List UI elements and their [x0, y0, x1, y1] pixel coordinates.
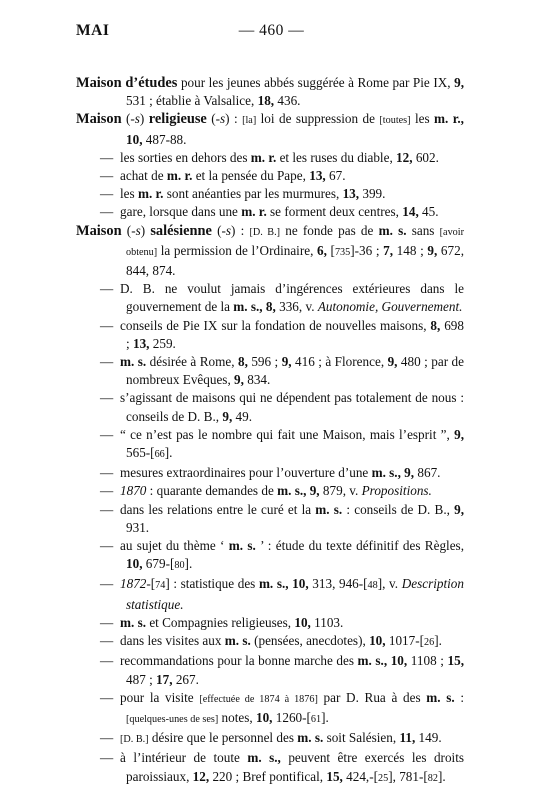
entry-text-segment: 45.: [418, 204, 439, 220]
entry-text-segment: 7,: [383, 242, 394, 258]
entry-text-segment: ]-36 ;: [350, 242, 384, 258]
entry-text-segment: les: [120, 186, 138, 202]
subentry-dash: —: [100, 204, 114, 220]
entry-text-segment: m. s.: [228, 538, 256, 554]
entry-text-segment: pour les jeunes abbés suggérée à Rome par Pie IX,: [177, 75, 455, 90]
entry-text-segment: 74: [155, 580, 166, 592]
subentry-dash: —: [100, 483, 114, 499]
entry-text-segment: désirée à Rome,: [146, 354, 238, 370]
entry-text-segment: et la pensée du Pape,: [192, 168, 310, 184]
entry-text-segment: 596 ;: [247, 354, 282, 370]
entry-text-segment: 9,: [454, 501, 464, 517]
index-subentry: [76, 614, 464, 632]
index-subentry: [76, 632, 464, 652]
index-subentry: [76, 482, 464, 500]
entry-text-segment: pour la visite: [120, 689, 200, 705]
entry-text-segment: 602.: [412, 149, 439, 165]
entry-text-segment: 313, 946-[: [308, 576, 368, 592]
index-subentry: [76, 464, 464, 482]
entry-text-segment: 679-[: [142, 556, 175, 572]
entry-text-segment: 12,: [192, 768, 210, 784]
entry-text-segment: 9,: [281, 354, 292, 370]
subentry-dash: —: [100, 750, 114, 766]
entry-text-segment: mesures extraordinaires pour l’ouverture d’une: [120, 465, 372, 481]
entry-text-segment: [D. B.]: [249, 226, 281, 238]
entry-text-segment: 10,: [255, 709, 273, 725]
index-entries: [76, 74, 464, 788]
subentry-dash: —: [100, 281, 114, 297]
entry-text-segment: -s: [215, 111, 226, 127]
entry-text-segment: 48: [367, 580, 378, 592]
subentry-dash: —: [100, 354, 114, 370]
entry-text-segment: à l’intérieur de toute: [120, 750, 248, 766]
entry-text-segment: (pensées, anecdotes),: [250, 633, 370, 649]
entry-text-segment: 9,: [454, 75, 464, 90]
entry-text-segment: Maison: [76, 222, 122, 239]
entry-text-segment: 66: [154, 449, 165, 461]
entry-text-segment: m. s.,: [247, 750, 281, 766]
entry-text-segment: Description statistique.: [126, 576, 464, 612]
entry-text-segment: 931.: [126, 519, 150, 535]
entry-text-segment: 14,: [402, 204, 419, 220]
entry-text-segment: ) :: [231, 222, 250, 238]
entry-text-segment: conseils de Pie IX sur la fondation de nouvelles maisons,: [120, 317, 431, 333]
entry-text-segment: [effectuée de 1874 à 1876]: [199, 693, 318, 705]
entry-text-segment: Maison: [76, 111, 122, 128]
subentry-dash: —: [100, 653, 114, 669]
entry-text-segment: 1108 ;: [407, 653, 448, 669]
entry-text-segment: -s: [130, 111, 140, 127]
entry-text-segment: 11,: [399, 730, 416, 746]
entry-text-segment: 67.: [325, 168, 346, 184]
subentry-dash: —: [100, 168, 114, 184]
entry-text-segment: 9,: [387, 354, 398, 370]
entry-text-segment: désire que le personnel des: [148, 730, 298, 746]
entry-text-segment: et les ruses du diable,: [276, 149, 397, 165]
entry-text-segment: religieuse: [148, 111, 207, 128]
entry-text-segment: 487-88.: [142, 131, 187, 147]
entry-text-segment: D. B. ne voulut jamais d’ingérences extérieures dans le gouvernement de la: [120, 281, 464, 315]
entry-text-segment: 735: [334, 246, 351, 258]
subentry-dash: —: [100, 633, 114, 649]
entry-text-segment: sont anéanties par les murmures,: [163, 186, 343, 202]
entry-text-segment: ].: [321, 709, 329, 725]
entry-text-segment: [toutes]: [379, 115, 411, 127]
entry-text-segment: -[: [146, 576, 156, 592]
entry-text-segment: 436.: [274, 93, 301, 109]
entry-text-segment: 1870: [120, 483, 147, 499]
entry-text-segment: “ ce n’est pas le nombre qui fait une Maison, mais l’esprit ”,: [120, 426, 455, 442]
entry-text-segment: 399.: [359, 186, 386, 202]
entry-text-segment: 259.: [149, 335, 176, 351]
entry-text-segment: par D. Rua à des: [317, 689, 427, 705]
entry-text-segment: 61: [310, 713, 322, 725]
subentry-dash: —: [100, 317, 114, 333]
entry-text-segment: 13,: [342, 186, 360, 202]
entry-text-segment: 1103.: [310, 614, 344, 630]
entry-text-segment: loi de suppression de: [256, 111, 380, 127]
running-head-word: MAI: [76, 22, 110, 39]
entry-text-segment: m. s.: [426, 689, 455, 705]
subentry-dash: —: [100, 465, 114, 481]
page-number: — 460 —: [238, 22, 305, 39]
entry-text-segment: ): [139, 111, 149, 127]
entry-text-segment: m. s., 10,: [357, 653, 408, 669]
subentry-dash: —: [100, 730, 114, 746]
index-subentry: [76, 537, 464, 575]
entry-text-segment: 336, v.: [275, 299, 318, 315]
entry-text-segment: ] : statistique des: [165, 576, 259, 592]
entry-text-segment: soit Salésien,: [323, 730, 400, 746]
entry-text-segment: : conseils de D. B.,: [342, 501, 455, 517]
entry-text-segment: 6,: [317, 242, 327, 258]
subentry-dash: —: [100, 576, 114, 592]
subentry-dash: —: [100, 501, 114, 517]
entry-text-segment: recommandations pour la bonne marche des: [120, 653, 358, 669]
entry-text-segment: Autonomie, Gouvernement.: [317, 299, 463, 315]
entry-text-segment: 25: [378, 772, 389, 784]
entry-text-segment: m. s., 10,: [258, 576, 309, 592]
entry-text-segment: 879, v.: [319, 483, 362, 499]
subentry-dash: —: [100, 186, 114, 202]
entry-text-segment: 267.: [172, 671, 199, 687]
index-subentry: [76, 426, 464, 464]
entry-text-segment: 1872: [120, 576, 147, 592]
entry-text-segment: m. r.: [241, 204, 267, 220]
index-subentry: [76, 167, 464, 185]
entry-text-segment: [D. B.]: [120, 734, 149, 746]
entry-text-segment: 480 ; par de nombreux Evêques,: [126, 354, 465, 388]
entry-text-segment: 10,: [369, 633, 386, 649]
entry-text-segment: [: [326, 242, 335, 258]
entry-text-segment: [avoir obtenu]: [126, 226, 464, 258]
index-subentry: [76, 749, 464, 787]
entry-text-segment: dans les relations entre le curé et la: [120, 501, 316, 517]
entry-text-segment: 17,: [156, 671, 173, 687]
index-subentry: [76, 501, 464, 537]
entry-text-segment: 220 ; Bref pontifical,: [209, 768, 327, 784]
subentry-dash: —: [100, 390, 114, 406]
index-subentry: [76, 185, 464, 203]
entry-text-segment: m. s.: [224, 633, 251, 649]
entry-text-segment: m. s.: [297, 730, 324, 746]
index-subentry: [76, 652, 464, 688]
entry-text-segment: 15,: [447, 653, 464, 669]
subentry-dash: —: [100, 689, 114, 705]
entry-text-segment: gare, lorsque dans une: [120, 204, 242, 220]
entry-text-segment: 416 ; à Florence,: [291, 354, 388, 370]
entry-text-segment: 148 ;: [393, 242, 428, 258]
entry-text-segment: -s: [131, 222, 141, 238]
entry-text-segment: ].: [437, 768, 446, 784]
entry-text-segment: ].: [184, 556, 193, 572]
index-subentry: [76, 389, 464, 425]
entry-text-segment: 13,: [309, 168, 326, 184]
entry-text-segment: ne fonde pas de: [280, 222, 379, 238]
entry-text-segment: dans les visites aux: [120, 633, 225, 649]
entry-text-segment: 10,: [126, 556, 143, 572]
entry-text-segment: -s: [221, 222, 232, 238]
entry-text-segment: m. s.: [378, 222, 407, 238]
index-entry-heading: [76, 74, 464, 110]
entry-text-segment: m. r.: [137, 186, 164, 202]
entry-text-segment: 565-[: [126, 445, 155, 461]
entry-text-segment: 15,: [326, 768, 343, 784]
entry-text-segment: se forment deux centres,: [266, 204, 403, 220]
entry-text-segment: les sorties en dehors des: [120, 149, 251, 165]
subentry-dash: —: [100, 538, 114, 554]
entry-text-segment: 9,: [427, 242, 438, 258]
page-header: [76, 22, 467, 48]
entry-text-segment: sans: [406, 222, 440, 238]
entry-text-segment: m. s., 9,: [277, 483, 320, 499]
entry-text-segment: (: [206, 111, 216, 127]
index-subentry: [76, 689, 464, 729]
entry-text-segment: 8,: [430, 317, 441, 333]
entry-text-segment: [la]: [242, 115, 257, 127]
index-subentry: [76, 575, 464, 613]
index-subentry: [76, 317, 464, 353]
entry-text-segment: ].: [434, 633, 442, 649]
entry-text-segment: m. r.: [166, 168, 193, 184]
entry-text-segment: 672, 844, 874.: [126, 242, 464, 279]
subentry-dash: —: [100, 614, 114, 630]
entry-text-segment: (: [121, 111, 131, 127]
entry-text-segment: m. s., 8,: [233, 299, 276, 315]
entry-text-segment: :: [454, 689, 464, 705]
entry-text-segment: 80: [174, 560, 185, 572]
entry-text-segment: 9,: [234, 372, 244, 388]
entry-text-segment: ].: [164, 445, 173, 461]
entry-text-segment: 867.: [414, 465, 441, 481]
entry-text-segment: 82: [427, 772, 438, 784]
entry-text-segment: 487 ;: [126, 671, 157, 687]
index-subentry: [76, 280, 464, 316]
entry-text-segment: ], v.: [377, 576, 402, 592]
entry-text-segment: m. r., 10,: [126, 111, 464, 147]
entry-text-segment: 834.: [243, 372, 271, 388]
entry-text-segment: m. r.: [250, 149, 277, 165]
index-entry-heading: [76, 222, 464, 281]
entry-text-segment: au sujet du thème ‘: [120, 538, 229, 554]
entry-text-segment: (: [121, 222, 132, 238]
entry-text-segment: Maison d’études: [76, 75, 178, 91]
index-entry-heading: [76, 110, 464, 148]
entry-text-segment: 531 ; établie à Valsalice,: [126, 93, 258, 109]
entry-text-segment: 10,: [294, 614, 311, 630]
entry-text-segment: 1017-[: [385, 633, 425, 649]
index-subentry: [76, 203, 464, 221]
entry-text-segment: 49.: [232, 408, 253, 424]
entry-text-segment: notes,: [218, 709, 256, 725]
entry-text-segment: et Compagnies religieuses,: [146, 614, 295, 630]
entry-text-segment: m. s.: [315, 501, 343, 517]
entry-text-segment: m. s.: [120, 354, 147, 370]
index-subentry: [76, 149, 464, 167]
entry-text-segment: 13,: [132, 335, 150, 351]
entry-text-segment: les: [410, 111, 435, 127]
entry-text-segment: (: [211, 222, 222, 238]
entry-text-segment: 149.: [415, 730, 442, 746]
entry-text-segment: 12,: [396, 149, 413, 165]
entry-text-segment: : quarante demandes de: [146, 483, 278, 499]
entry-text-segment: 698 ;: [126, 317, 464, 351]
entry-text-segment: Propositions.: [361, 483, 432, 499]
entry-text-segment: 8,: [237, 354, 248, 370]
entry-text-segment: 1260-[: [272, 709, 311, 725]
subentry-dash: —: [100, 426, 114, 442]
entry-text-segment: peuvent être exercés les droits paroissiaux,: [126, 750, 464, 784]
entry-text-segment: ) :: [225, 111, 243, 127]
entry-text-segment: s’agissant de maisons qui ne dépendent pas totalement de nous : conseils de D. B.,: [120, 390, 464, 424]
entry-text-segment: ): [140, 222, 151, 238]
index-subentry: [76, 729, 464, 749]
entry-text-segment: m. s., 9,: [371, 465, 415, 481]
entry-text-segment: salésienne: [150, 222, 212, 239]
entry-text-segment: achat de: [120, 168, 167, 184]
entry-text-segment: 18,: [257, 93, 275, 109]
entry-text-segment: [quelques-unes de ses]: [126, 713, 219, 725]
entry-text-segment: 9,: [454, 426, 464, 442]
index-subentry: [76, 353, 464, 389]
entry-text-segment: 424,-[: [342, 768, 379, 784]
subentry-dash: —: [100, 149, 114, 165]
entry-text-segment: 9,: [222, 408, 233, 424]
entry-text-segment: la permission de l’Ordinaire,: [157, 242, 318, 258]
entry-text-segment: 26: [424, 637, 435, 649]
entry-text-segment: ’ : étude du texte définitif des Règles,: [255, 538, 464, 554]
entry-text-segment: ], 781-[: [388, 768, 428, 784]
entry-text-segment: m. s.: [120, 614, 147, 630]
